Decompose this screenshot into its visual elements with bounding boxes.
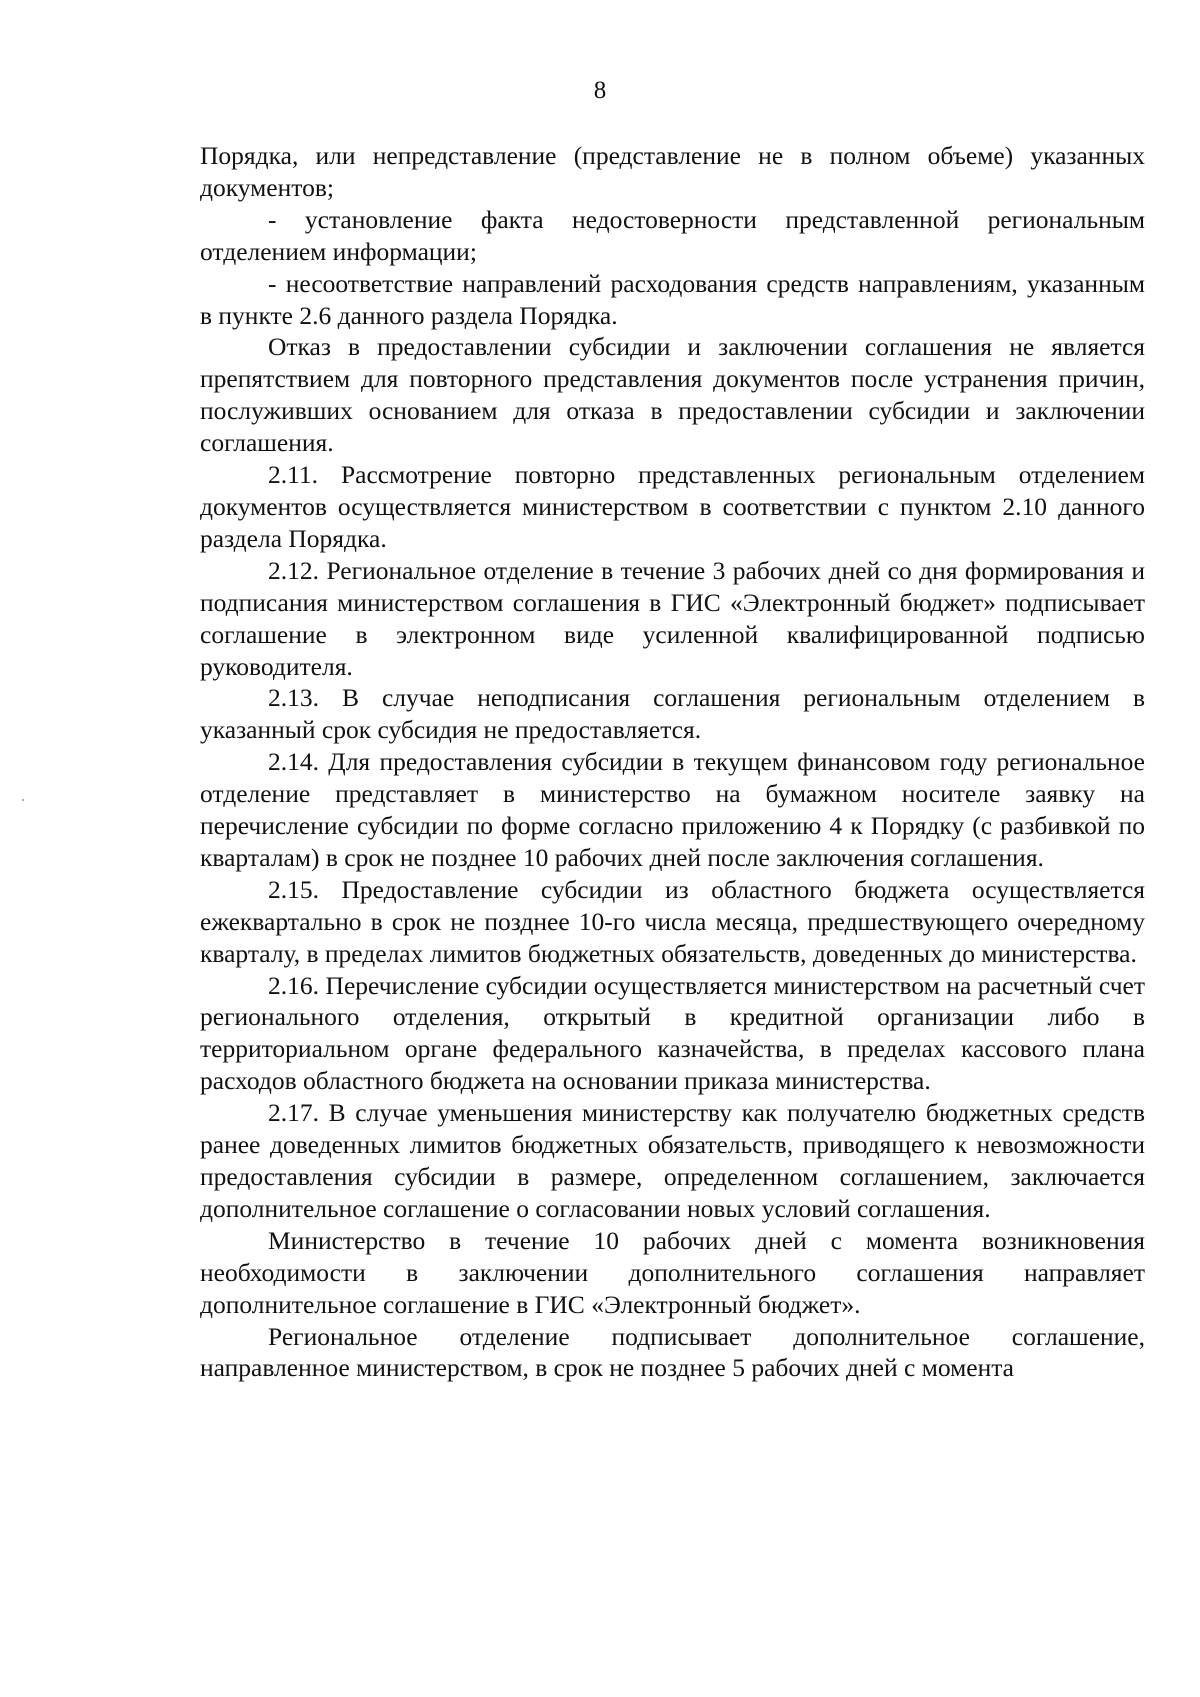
clause-2-13: 2.13. В случае неподписания соглашения региональным отделением в указанный срок субсидия не предоставляется. <box>200 683 1145 745</box>
clause-2-14: 2.14. Для предоставления субсидии в текущем финансовом году региональное отделение представляет в министерство на бумажном носителе заявку на перечисление субсидии по форме согласно приложению 4 к Порядку (с разбивкой по кварталам) в срок не позднее 10 рабочих дней после заключения соглашения. <box>200 747 1145 872</box>
clause-2-12: 2.12. Региональное отделение в течение 3 рабочих дней со дня формирования и подписания министерством соглашения в ГИС «Электронный бюджет» подписывает соглашение в электронном виде усиленной квалифицированной подписью руководителя. <box>200 555 1145 681</box>
clause-2-11: 2.11. Рассмотрение повторно представленных региональным отделением документов осуществляется министерством в соответствии с пунктом 2.10 данного раздела Порядка. <box>200 460 1145 553</box>
clause-2-15: 2.15. Предоставление субсидии из областного бюджета осуществляется ежеквартально в срок не позднее 10-го числа месяца, предшествующего очередному кварталу, в пределах лимитов бюджетных обязательств, доведенных до министерства. <box>200 874 1145 968</box>
list-item-spending-mismatch: - несоответствие направлений расходования средств направлениям, указанным в пункте 2.6 данного раздела Порядка. <box>200 268 1145 330</box>
scan-speck <box>22 799 24 801</box>
paragraph-regional-signing: Региональное отделение подписывает дополнительное соглашение, направленное министерством, в срок не позднее 5 рабочих дней с момента <box>200 1321 1145 1383</box>
clause-2-17: 2.17. В случае уменьшения министерству как получателю бюджетных средств ранее доведенных лимитов бюджетных обязательств, приводящего к невозможности предоставления субсидии в размере, определенном соглашением, заключается дополнительное соглашение о согласовании новых условий соглашения. <box>200 1098 1145 1223</box>
paragraph-refusal-note: Отказ в предоставлении субсидии и заключении соглашения не является препятствием для повторного представления документов после устранения причин, послуживших основанием для отказа в предоставлении субсидии и заключении соглашения. <box>200 332 1145 458</box>
paragraph-continuation: Порядка, или непредставление (представление не в полном объеме) указанных документов; <box>200 141 1145 202</box>
page-number: 8 <box>593 77 607 104</box>
list-item-unreliable-info: - установление факта недостоверности представленной региональным отделением информации; <box>200 204 1145 266</box>
document-body <box>200 140 1145 1384</box>
paragraph-ministry-additional-agreement: Министерство в течение 10 рабочих дней с момента возникновения необходимости в заключении дополнительного соглашения направляет дополнительное соглашение в ГИС «Электронный бюджет». <box>200 1225 1145 1319</box>
clause-2-16: 2.16. Перечисление субсидии осуществляется министерством на расчетный счет регионального отделения, открытый в кредитной организации либо в территориальном органе федерального казначейства, в пределах кассового плана расходов областного бюджета на основании приказа министерства. <box>200 970 1145 1096</box>
